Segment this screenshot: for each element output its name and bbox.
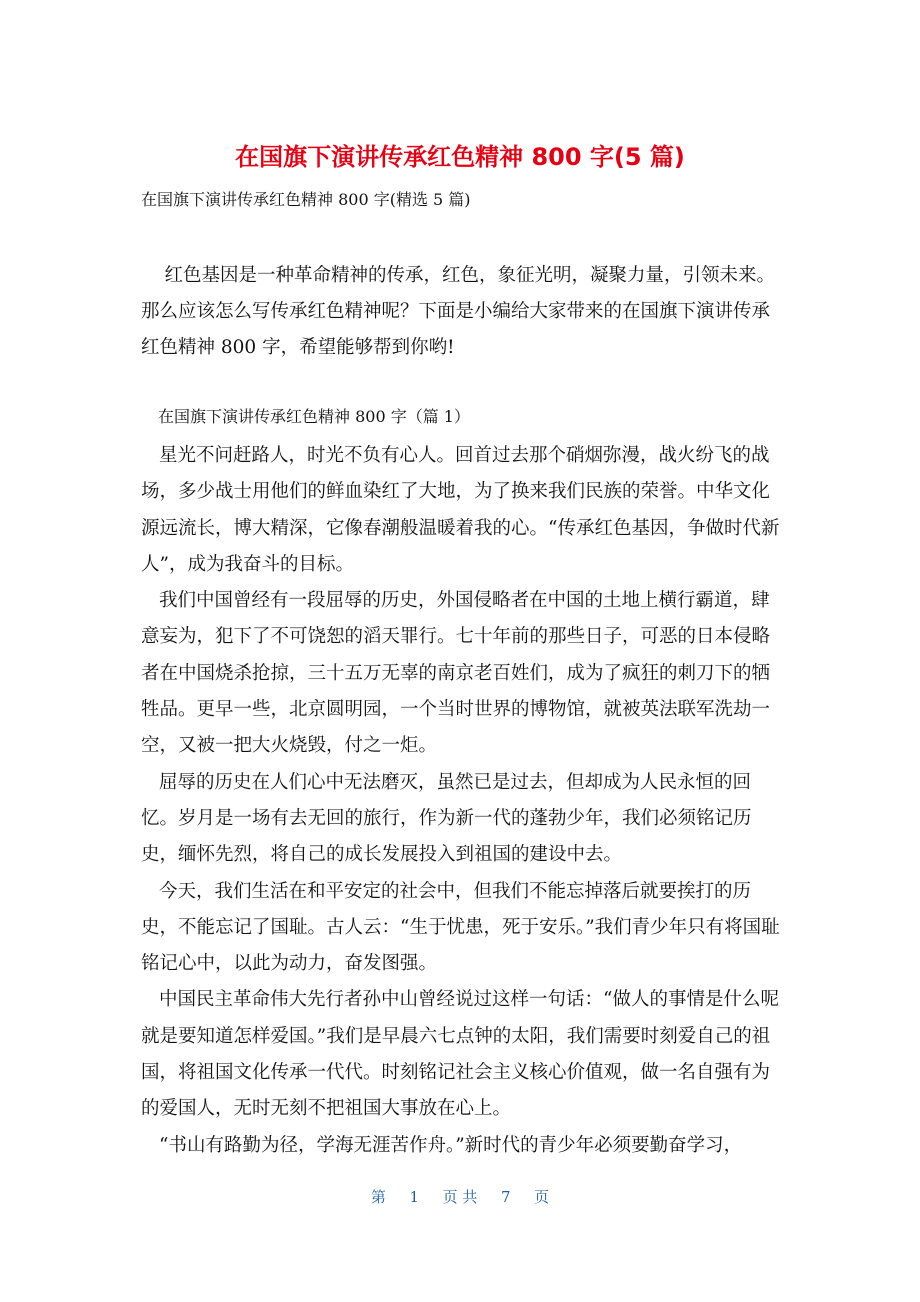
paragraph: 星光不问赶路人，时光不负有心人。回首过去那个硝烟弥漫，战火纷飞的战场，多少战士用他们的鲜血染红了大地，为了换来我们民族的荣誉。中华文化源远流长，博大精深，它像春潮般温暖着我的心。“传承红色基因，争做时代新人”，成为我奋斗的目标。 — [141, 445, 780, 575]
paragraph: 今天，我们生活在和平安定的社会中，但我们不能忘掉落后就要挨打的历史，不能忘记了国耻。古人云：“生于忧患，死于安乐。”我们青少年只有将国耻铭记心中，以此为动力，奋发图强。 — [141, 880, 780, 975]
intro-text: 红色基因是一种革命精神的传承，红色，象征光明，凝聚力量，引领未来。那么应该怎么写传承红色精神呢？下面是小编给大家带来的在国旗下演讲传承红色精神 800 字，希望能够帮到你哟! — [141, 265, 776, 358]
document-title: 在国旗下演讲传承红色精神 800 字(5 篇) — [235, 143, 685, 171]
footer-total-pages: 7 — [500, 1188, 511, 1206]
body-text — [141, 438, 781, 1164]
intro-paragraph — [141, 258, 781, 366]
footer-page-suffix: 页 — [534, 1188, 550, 1206]
paragraph: “书山有路勤为径，学海无涯苦作舟。”新时代的青少年必须要勤奋学习， — [159, 1134, 743, 1156]
paragraph: 我们中国曾经有一段屈辱的历史，外国侵略者在中国的土地上横行霸道，肆意妄为，犯下了不可饶恕的滔天罪行。七十年前的那些日子，可恶的日本侵略者在中国烧杀抢掠，三十五万无辜的南京老百姓们，成为了疯狂的刺刀下的牺牲品。更早一些，北京圆明园，一个当时世界的博物馆，就被英法联军洗劫一空，又被一把大火烧毁，付之一炬。 — [141, 590, 771, 757]
footer-current-page: 1 — [409, 1188, 420, 1206]
paragraph: 屈辱的历史在人们心中无法磨灭，虽然已是过去，但却成为人民永恒的回忆。岁月是一场有去无回的旅行，作为新一代的蓬勃少年，我们必须铭记历史，缅怀先烈，将自己的成长发展投入到祖国的建设中去。 — [141, 771, 752, 866]
page-footer — [0, 1186, 920, 1208]
section-heading: 在国旗下演讲传承红色精神 800 字（篇 1） — [158, 407, 470, 426]
footer-of-label: 页 共 — [442, 1188, 478, 1206]
footer-page-label: 第 — [370, 1188, 386, 1206]
paragraph: 中国民主革命伟大先行者孙中山曾经说过这样一句话：“做人的事情是什么呢就是要知道怎样爱国。”我们是早晨六七点钟的太阳，我们需要时刻爱自己的祖国，将祖国文化传承一代代。时刻铭记社会主义核心价值观，做一名自强有为的爱国人，无时无刻不把祖国大事放在心上。 — [141, 989, 779, 1120]
document-subtitle: 在国旗下演讲传承红色精神 800 字(精选 5 篇) — [141, 190, 471, 209]
